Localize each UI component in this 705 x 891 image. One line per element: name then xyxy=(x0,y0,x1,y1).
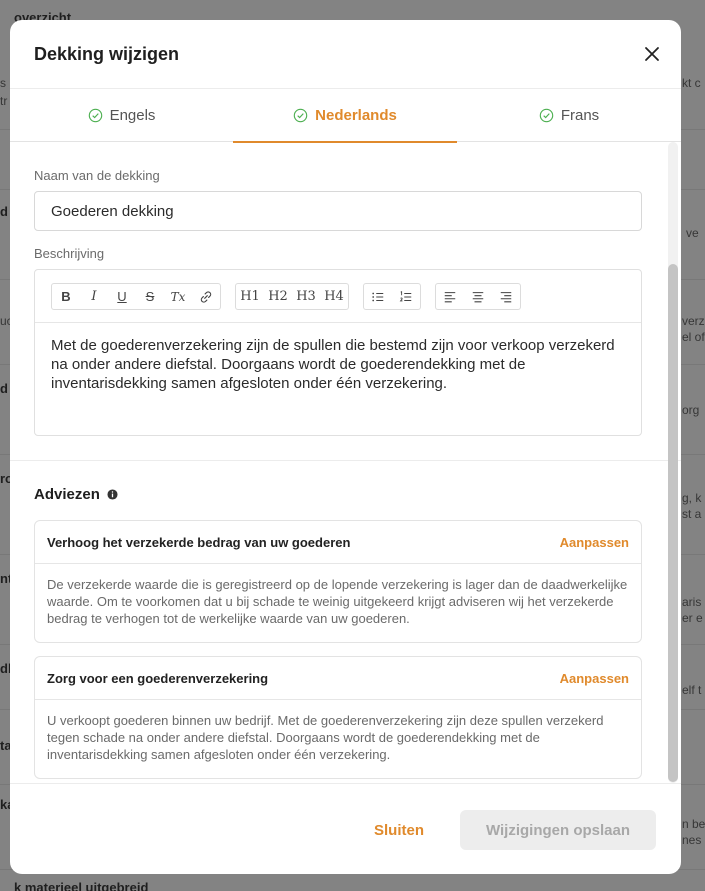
align-left-button[interactable] xyxy=(436,284,464,309)
save-changes-button[interactable]: Wijzigingen opslaan xyxy=(460,810,656,850)
underline-button[interactable]: U xyxy=(117,289,127,304)
bullet-list-icon xyxy=(371,290,385,304)
tab-label: Frans xyxy=(560,107,600,124)
list-group xyxy=(363,283,421,310)
advice-title: Adviezen xyxy=(34,486,100,503)
heading-2-button[interactable]: H2 xyxy=(268,289,288,304)
link-icon xyxy=(199,290,213,304)
advice-heading xyxy=(34,486,118,503)
editor-toolbar xyxy=(35,270,641,323)
close-modal-button[interactable]: Sluiten xyxy=(373,821,424,839)
tab-label: Nederlands xyxy=(315,107,397,124)
edit-coverage-modal xyxy=(10,20,681,874)
check-circle-icon xyxy=(293,108,308,123)
advice-card xyxy=(34,656,642,779)
close-icon xyxy=(640,42,664,66)
italic-button[interactable]: I xyxy=(91,289,97,304)
strikethrough-button[interactable]: S xyxy=(145,289,155,304)
format-group xyxy=(51,283,221,310)
modal-content xyxy=(10,142,681,783)
modal-title: Dekking wijzigen xyxy=(34,44,180,64)
align-left-icon xyxy=(443,290,457,304)
tab-label: Engels xyxy=(109,107,156,124)
description-label: Beschrijving xyxy=(34,246,105,261)
align-center-icon xyxy=(471,290,485,304)
advice-card-header xyxy=(35,657,641,700)
align-center-button[interactable] xyxy=(464,284,492,309)
close-button[interactable] xyxy=(640,42,664,66)
coverage-name-input[interactable]: Goederen dekking xyxy=(34,191,642,231)
bold-button[interactable]: B xyxy=(61,289,71,304)
tab-engels[interactable] xyxy=(10,89,233,142)
clear-format-button[interactable]: Tx xyxy=(170,289,186,304)
heading-3-button[interactable]: H3 xyxy=(296,289,316,304)
description-editor-content[interactable]: Met de goederenverzekering zijn de spullen die bestemd zijn voor verkoop verzekerd na onder andere diefstal. Doorgaans wordt de goederendekking met de inventarisdekking samen afgesloten onder één verzekering. xyxy=(51,337,615,392)
advice-card xyxy=(34,520,642,643)
align-right-button[interactable] xyxy=(492,284,520,309)
numbered-list-button[interactable] xyxy=(392,284,420,309)
advice-card-body: U verkoopt goederen binnen uw bedrijf. Met de goederenverzekering zijn deze spullen verzekerd tegen schade na onder andere diefstal. Doorgaans wordt de goederendekking met de inventarisdekking samen afgesloten onder één verzekering. xyxy=(47,713,604,762)
check-circle-icon xyxy=(88,108,103,123)
modal-footer xyxy=(10,783,681,874)
modal-header xyxy=(10,20,681,88)
adjust-button[interactable]: Aanpassen xyxy=(559,671,629,686)
bullet-list-button[interactable] xyxy=(364,284,392,309)
tab-frans[interactable] xyxy=(457,89,681,142)
advice-card-title: Verhoog het verzekerde bedrag van uw goederen xyxy=(47,535,351,550)
advice-card-title: Zorg voor een goederenverzekering xyxy=(47,671,269,686)
scrollbar-thumb[interactable] xyxy=(668,264,678,782)
language-tabs xyxy=(10,88,681,142)
tab-nederlands[interactable] xyxy=(233,89,457,142)
name-label: Naam van de dekking xyxy=(34,168,160,183)
heading-4-button[interactable]: H4 xyxy=(324,289,344,304)
align-group xyxy=(435,283,521,310)
link-button[interactable] xyxy=(192,284,220,309)
adjust-button[interactable]: Aanpassen xyxy=(559,535,629,550)
numbered-list-icon xyxy=(399,290,413,304)
check-circle-icon xyxy=(539,108,554,123)
advice-card-body: De verzekerde waarde die is geregistreerd op de lopende verzekering is lager dan de daadwerkelijke waarde. Om te voorkomen dat u bij schade te weinig uitgekeerd krijgt adviseren wij het verzekerde bedrag te verhogen tot de werkelijke waarde van uw goederen. xyxy=(47,577,628,626)
heading-group xyxy=(235,283,349,310)
heading-1-button[interactable]: H1 xyxy=(240,289,260,304)
advice-card-header xyxy=(35,521,641,564)
section-divider xyxy=(10,460,681,461)
info-icon[interactable] xyxy=(107,489,118,500)
align-right-icon xyxy=(499,290,513,304)
rich-text-editor xyxy=(34,269,642,436)
